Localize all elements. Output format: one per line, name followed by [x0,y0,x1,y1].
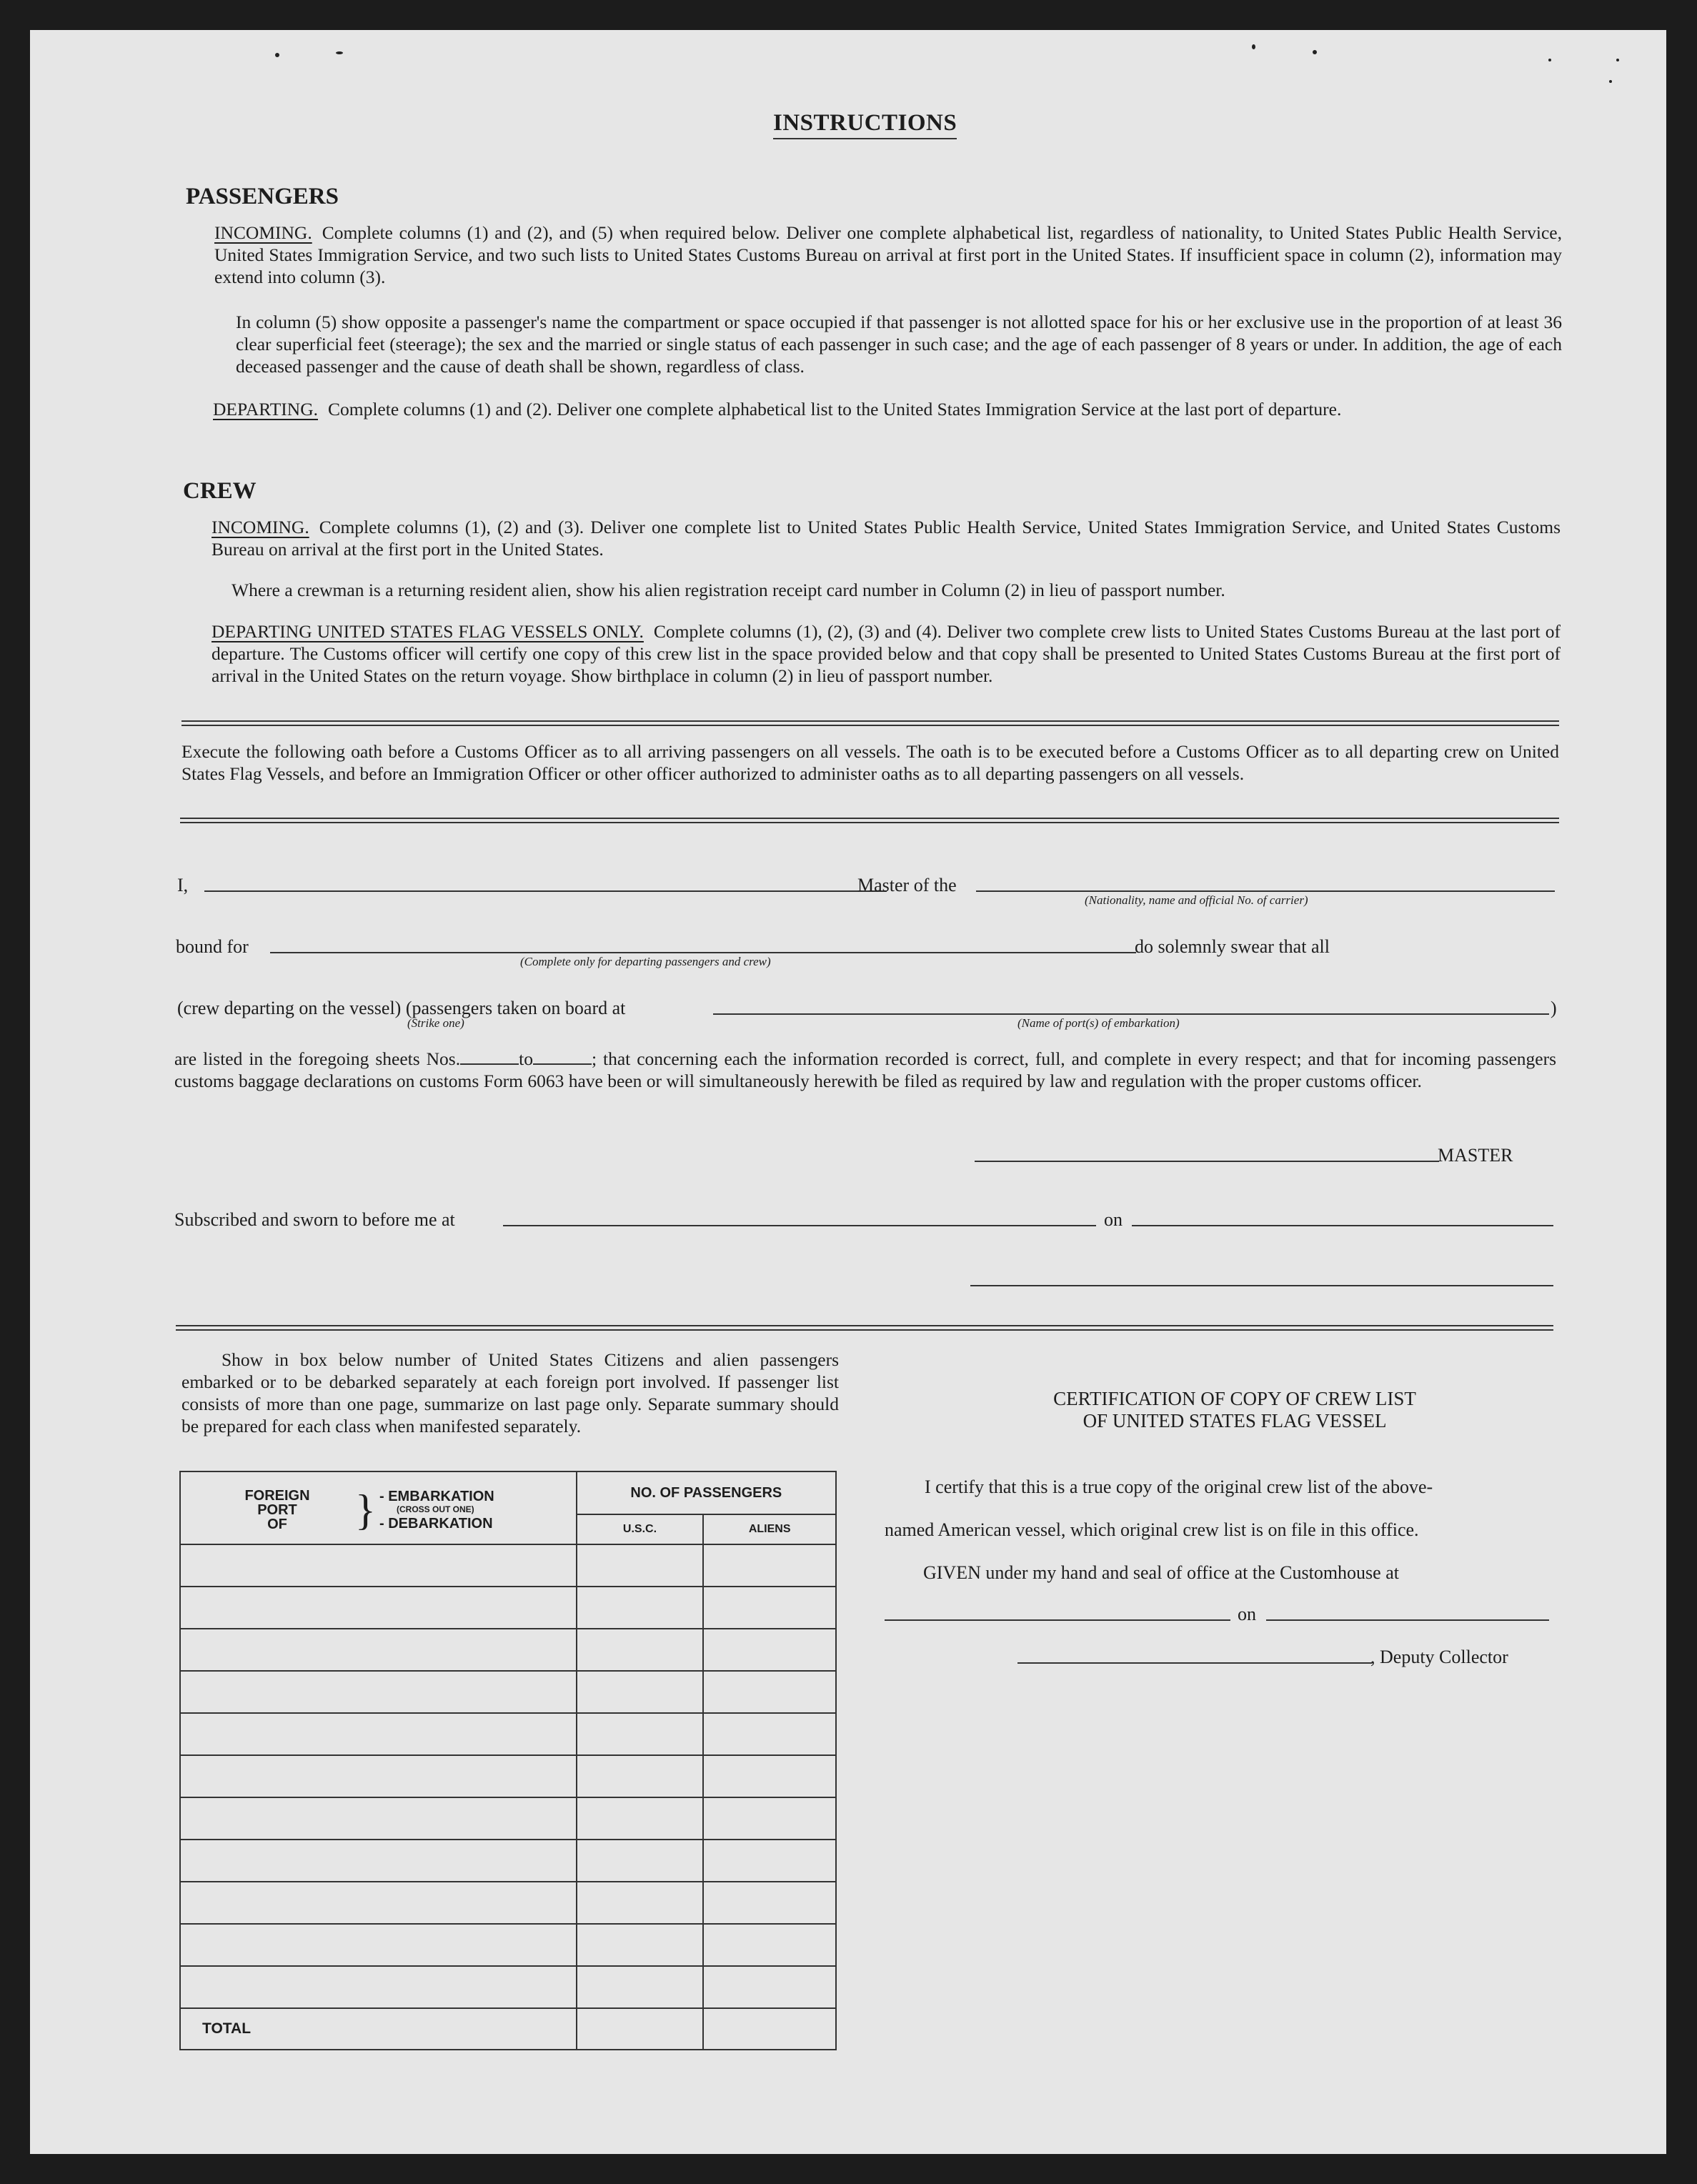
double-rule [181,720,1559,726]
embarkation-port-field[interactable] [713,1013,1549,1015]
strike-caption: (Strike one) [407,1016,464,1030]
passengers-departing-text: Complete columns (1) and (2). Deliver one complete alphabetical list to the United States Immigration Service at the last port of departure. [328,399,1342,420]
subscribed-label: Subscribed and sworn to before me at [174,1209,455,1230]
page-title: INSTRUCTIONS [773,110,957,136]
port-cell[interactable] [180,1797,577,1840]
usc-cell[interactable] [577,1671,704,1713]
port-cell[interactable] [180,1713,577,1755]
crew-departing-label: DEPARTING UNITED STATES FLAG VESSELS ONLY. [211,621,644,642]
listed-after: ; that concerning each the information recorded is correct, full, and complete in every respect; and that for incoming passengers customs baggage declarations on customs Form 6063 have been or will simultaneously herewith be filed as required by law and regulation with the proper customs officer. [174,1048,1556,1091]
oath-listed-paragraph [174,1048,1556,1092]
scan-speck [275,53,279,57]
table-header-row [180,1471,836,1514]
sworn-on-label: on [1104,1209,1123,1230]
total-row [180,2008,836,2050]
aliens-cell[interactable] [703,1713,836,1755]
crew-passengers-label: (crew departing on the vessel) (passengers taken on board at [177,998,626,1018]
table-row [180,1671,836,1713]
port-cell[interactable] [180,1671,577,1713]
sworn-place-field[interactable] [503,1225,1096,1226]
passengers-departing-paragraph [213,398,1562,420]
crew-incoming-paragraph [211,516,1561,560]
aliens-cell[interactable] [703,1544,836,1587]
passengers-incoming-text: Complete columns (1) and (2), and (5) when required below. Deliver one complete alphabetical list, regardless of nationality, to United States Public Health Service, United States Immigration Service, and two such lists to United States Customs Bureau on arrival at first port in the United States. If insufficient space in column (2), information may extend into column (3). [214,222,1562,287]
scan-speck [1252,44,1255,49]
master-signature-field[interactable] [975,1161,1439,1162]
usc-header: U.S.C. [577,1514,704,1544]
oath-instructions: Execute the following oath before a Customs Officer as to all arriving passengers on all vessels. The oath is to be executed before a Customs Officer as to all departing crew on United States Flag Vessels, and before an Immigration Officer or other officer authorized to administer oaths as to all departing passengers on all vessels. [181,741,1559,784]
aliens-header: ALIENS [703,1514,836,1544]
double-rule [180,818,1559,823]
total-usc-cell[interactable] [577,2008,704,2050]
port-cell[interactable] [180,1966,577,2008]
aliens-cell[interactable] [703,1755,836,1797]
certify-line2: named American vessel, which original crew list is on file in this office. [885,1519,1419,1540]
double-rule [176,1325,1553,1331]
port-cell[interactable] [180,1882,577,1924]
usc-cell[interactable] [577,1840,704,1882]
sheet-from-field[interactable] [460,1049,519,1065]
solemnly-label: do solemnly swear that all [1135,936,1330,957]
oath-i-label: I, [177,875,189,895]
officer-signature-field[interactable] [970,1285,1553,1286]
usc-cell[interactable] [577,1966,704,2008]
table-row [180,1797,836,1840]
cert-on-label: on [1238,1604,1256,1624]
port-cell[interactable] [180,1755,577,1797]
crew-resident-paragraph: Where a crewman is a returning resident alien, show his alien registration receipt card number in Column (2) in lieu of passport number. [232,580,1225,600]
summary-instructions: Show in box below number of United States Citizens and alien passengers embarked or to be debarked separately at each foreign port involved. If passenger list consists of more than one page, summarize on last page only. Separate summary should be prepared for each class when manifested separately. [181,1349,839,1436]
master-of-label: Master of the [857,875,957,895]
aliens-cell[interactable] [703,1587,836,1629]
foreign-port-label: FOREIGN PORT OF [244,1488,310,1532]
aliens-cell[interactable] [703,1840,836,1882]
master-label: MASTER [1438,1145,1513,1166]
port-cell[interactable] [180,1924,577,1966]
usc-cell[interactable] [577,1797,704,1840]
port-header-cell [180,1471,577,1544]
sheet-to-field[interactable] [533,1049,592,1065]
sworn-date-field[interactable] [1132,1225,1553,1226]
total-label: TOTAL [202,2020,252,2037]
close-paren: ) [1551,998,1557,1018]
usc-cell[interactable] [577,1544,704,1587]
given-text: GIVEN under my hand and seal of office at the Customhouse at [923,1562,1399,1583]
certification-title-line2: OF UNITED STATES FLAG VESSEL [1083,1410,1387,1431]
cert-date-field[interactable] [1266,1619,1549,1621]
crew-heading: CREW [183,478,257,504]
table-row [180,1587,836,1629]
table-row [180,1544,836,1587]
aliens-cell[interactable] [703,1797,836,1840]
port-cell[interactable] [180,1629,577,1671]
deputy-collector-label: , Deputy Collector [1370,1647,1508,1667]
aliens-cell[interactable] [703,1882,836,1924]
certification-title [913,1388,1556,1432]
usc-cell[interactable] [577,1924,704,1966]
table-row [180,1966,836,2008]
no-of-passengers-header: NO. OF PASSENGERS [577,1471,836,1514]
aliens-cell[interactable] [703,1629,836,1671]
table-row [180,1840,836,1882]
port-caption: (Name of port(s) of embarkation) [1017,1016,1180,1030]
crew-incoming-text: Complete columns (1), (2) and (3). Deliver one complete list to United States Public Health Service, United States Immigration Service, and United States Customs Bureau on arrival at the first port in the United States. [211,517,1561,560]
passengers-departing-label: DEPARTING. [213,399,318,420]
usc-cell[interactable] [577,1755,704,1797]
aliens-cell[interactable] [703,1966,836,2008]
crew-departing-text: Complete columns (1), (2), (3) and (4). Deliver two complete crew lists to United States Customs Bureau at the last port of departure. The Customs officer will certify one copy of this crew list in the space provided below and that copy shall be presented to United States Customs Bureau at the first port of arrival in the United States on the return voyage. Show birthplace in column (2) in lieu of passport number. [211,621,1561,686]
usc-cell[interactable] [577,1587,704,1629]
table-row [180,1629,836,1671]
brace-icon: } [355,1486,376,1534]
scan-speck [1609,80,1612,83]
carrier-field[interactable] [976,890,1555,892]
port-cell[interactable] [180,1544,577,1587]
total-aliens-cell[interactable] [703,2008,836,2050]
usc-cell[interactable] [577,1629,704,1671]
port-cell[interactable] [180,1587,577,1629]
table-row [180,1755,836,1797]
table-row [180,1713,836,1755]
nationality-caption: (Nationality, name and official No. of carrier) [1085,893,1308,907]
table-row [180,1924,836,1966]
form-page [30,30,1666,2154]
usc-cell[interactable] [577,1713,704,1755]
crew-departing-paragraph [211,620,1561,687]
customhouse-field[interactable] [885,1619,1230,1621]
embarkation-option[interactable]: - EMBARKATION [379,1489,494,1504]
listed-before: are listed in the foregoing sheets Nos. [174,1048,461,1069]
deputy-signature-field[interactable] [1017,1662,1372,1664]
passengers-column5-paragraph: In column (5) show opposite a passenger's name the compartment or space occupied if that passenger is not allotted space for his or her exclusive use in the proportion of at least 36 clear superficial feet (steerage); the sex and the married or single status of each passenger in such case; and the age of each passenger of 8 years or under. In addition, the age of each deceased passenger and the cause of death shall be shown, regardless of class. [236,312,1562,377]
certification-title-line1: CERTIFICATION OF COPY OF CREW LIST [1053,1388,1416,1409]
usc-cell[interactable] [577,1882,704,1924]
listed-to: to [519,1048,533,1069]
bound-for-field[interactable] [270,952,1136,953]
passengers-incoming-label: INCOMING. [214,222,312,243]
passengers-heading: PASSENGERS [186,184,339,209]
table-row [180,1882,836,1924]
aliens-cell[interactable] [703,1671,836,1713]
scan-speck [1548,59,1551,61]
port-cell[interactable] [180,1840,577,1882]
scan-speck [1616,59,1619,61]
passengers-incoming-paragraph [214,222,1562,288]
crew-incoming-label: INCOMING. [211,517,309,537]
ports-table [179,1471,837,2050]
certify-line1: I certify that this is a true copy of the original crew list of the above- [925,1476,1433,1497]
debarkation-option[interactable]: - DEBARKATION [379,1516,493,1532]
bound-for-label: bound for [176,936,249,957]
bound-caption: (Complete only for departing passengers and crew) [520,955,771,968]
scan-speck [1313,50,1317,54]
cross-out-note: (CROSS OUT ONE) [397,1504,474,1514]
aliens-cell[interactable] [703,1924,836,1966]
scan-speck [336,51,343,54]
master-name-field[interactable] [204,890,887,892]
total-label-cell [180,2008,577,2050]
